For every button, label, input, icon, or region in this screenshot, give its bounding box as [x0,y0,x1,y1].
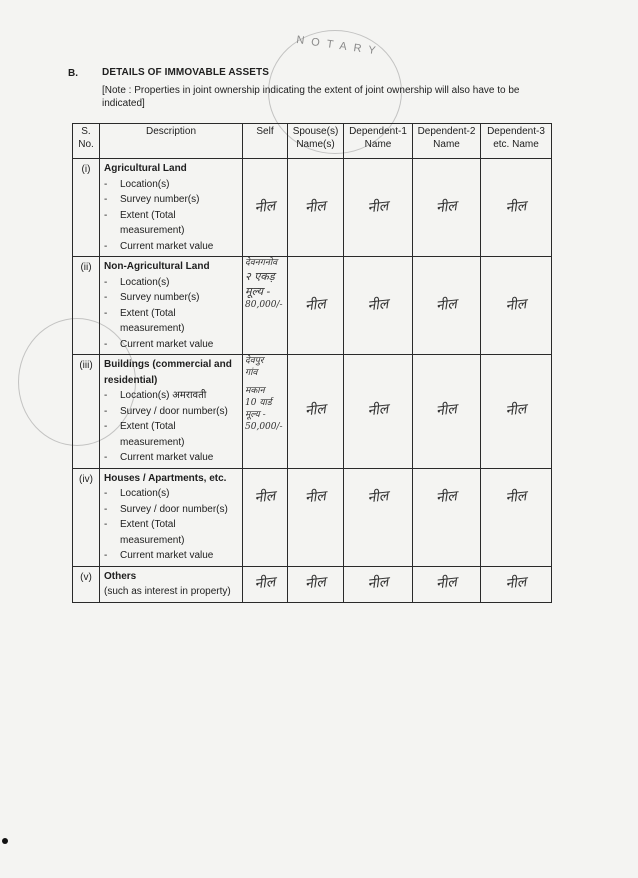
row-description [100,355,243,469]
cell-dependent-3 [481,566,552,602]
handwritten-line: देवपुर [245,356,264,366]
list-item: - Location(s) [104,275,238,291]
cell-dependent-2 [413,355,481,469]
handwritten-line: मकान [245,386,265,396]
handwritten-nil: नील [504,574,528,593]
cell-dependent-1 [344,566,413,602]
cell-dependent-3 [481,468,552,566]
handwritten-line: देवनगनोव [245,258,278,268]
list-item: - Current market value [104,548,238,564]
header-dependent-3: Dependent-3 etc. Name [481,124,552,159]
cell-self [243,159,288,257]
list-item: - Current market value [104,450,238,466]
handwritten-nil: नील [504,401,528,420]
row-sno: (iv) [73,468,100,566]
row-items [104,388,238,466]
handwritten-nil: नील [366,295,390,314]
row-sno: (i) [73,159,100,257]
list-item: - Extent (Total measurement) [104,517,238,548]
table-row [73,159,552,257]
list-item: - Survey / door number(s) [104,502,238,518]
handwritten-line: 50,000/- [245,422,283,432]
cell-self [243,355,288,469]
handwritten-nil: नील [304,295,327,314]
row-sno: (v) [73,566,100,602]
handwritten-nil: नील [304,574,327,593]
list-item: - Current market value [104,239,238,255]
notary-stamp-text: NOTARY [295,34,384,58]
row-title: Others [104,570,137,582]
handwritten-nil: नील [435,401,458,420]
cell-dependent-1 [344,159,413,257]
cell-spouse [288,468,344,566]
row-sno: (iii) [73,355,100,469]
handwritten-nil: नील [504,197,528,216]
table-header-row [73,124,552,159]
handwritten-nil: नील [253,197,277,216]
list-item: - Location(s) अमरावती [104,388,238,404]
cell-self [243,566,288,602]
handwritten-nil: नील [435,197,458,216]
immovable-assets-table [72,123,552,603]
handwritten-nil: नील [366,197,390,216]
row-items [104,486,238,564]
header-spouse: Spouse(s) Name(s) [288,124,344,159]
handwritten-line: मूल्य - [245,410,266,420]
handwritten-nil: नील [435,574,458,593]
header-sno: S. No. [73,124,100,159]
cell-self [243,468,288,566]
section-letter: B. [68,68,78,79]
handwritten-nil: नील [304,197,327,216]
cell-dependent-1 [344,468,413,566]
list-item: - Survey number(s) [104,192,238,208]
header-description: Description [100,124,243,159]
handwritten-nil: नील [253,487,277,506]
row-items [104,177,238,255]
header-dependent-1: Dependent-1 Name [344,124,413,159]
handwritten-line: मूल्य - [245,285,271,298]
cell-spouse [288,566,344,602]
cell-dependent-1 [344,257,413,355]
section-note: [Note : Properties in joint ownership indicating the extent of joint ownership will also have to be indicated] [102,85,520,109]
cell-dependent-3 [481,159,552,257]
header-self: Self [243,124,288,159]
row-title: Agricultural Land [104,163,187,174]
row-sno: (ii) [73,257,100,355]
handwritten-self-entry [245,257,283,311]
scan-speck [2,838,8,844]
cell-dependent-3 [481,257,552,355]
handwritten-self-entry [245,355,283,433]
table-row [73,355,552,469]
cell-dependent-2 [413,468,481,566]
cell-dependent-2 [413,159,481,257]
cell-dependent-2 [413,257,481,355]
handwritten-nil: नील [435,487,458,506]
header-dependent-2: Dependent-2 Name [413,124,481,159]
row-description [100,566,243,602]
cell-spouse [288,257,344,355]
handwritten-nil: नील [366,574,390,593]
list-item: - Survey number(s) [104,290,238,306]
handwritten-nil: नील [366,487,390,506]
row-title: Buildings (commercial and residential) [104,359,232,386]
table-row [73,257,552,355]
handwritten-nil: नील [366,401,390,420]
list-item: - Extent (Total measurement) [104,306,238,337]
handwritten-nil: नील [304,401,327,420]
row-description [100,257,243,355]
cell-dependent-3 [481,355,552,469]
handwritten-line: 10 यार्ड [245,398,272,408]
list-item: - Location(s) [104,486,238,502]
table-row [73,468,552,566]
row-description [100,468,243,566]
handwritten-nil: नील [304,487,327,506]
table-row [73,566,552,602]
list-item: - Location(s) [104,177,238,193]
cell-spouse [288,355,344,469]
list-item: - Survey / door number(s) [104,404,238,420]
list-item: - Extent (Total measurement) [104,208,238,239]
row-title: Houses / Apartments, etc. [104,472,227,484]
handwritten-nil: नील [435,295,458,314]
cell-dependent-1 [344,355,413,469]
row-subtitle: (such as interest in property) [104,586,231,597]
handwritten-nil: नील [253,574,277,593]
handwritten-line: 80,000/- [245,300,283,310]
cell-dependent-2 [413,566,481,602]
list-item: - Extent (Total measurement) [104,419,238,450]
handwritten-nil: नील [504,487,528,506]
row-description [100,159,243,257]
row-items [104,275,238,353]
cell-self [243,257,288,355]
handwritten-line: २ एकड़ [245,270,275,283]
handwritten-line: गांव [245,368,258,378]
handwritten-nil: नील [504,295,528,314]
section-title: DETAILS OF IMMOVABLE ASSETS [102,67,269,78]
cell-spouse [288,159,344,257]
list-item: - Current market value [104,337,238,353]
row-title: Non-Agricultural Land [104,261,210,272]
